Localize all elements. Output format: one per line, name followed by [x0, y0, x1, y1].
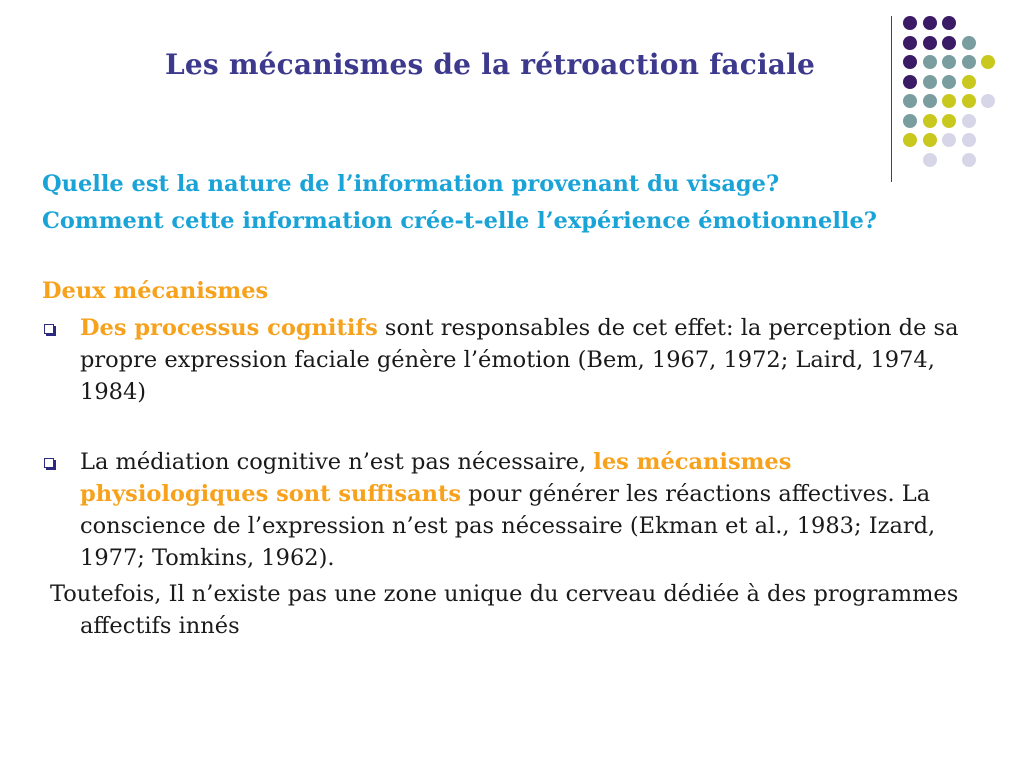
bullet-item-2: [42, 446, 972, 574]
decorative-dot: [962, 55, 976, 69]
slide-body: [42, 168, 972, 642]
decorative-dot: [962, 94, 976, 108]
section-heading: Deux mécanismes: [42, 278, 269, 304]
decorative-dot: [942, 114, 956, 128]
spacer: [42, 408, 972, 446]
decorative-dot: [903, 94, 917, 108]
question-2: Comment cette information crée-t-elle l’expérience émotionnelle?: [42, 208, 877, 234]
decorative-dot: [923, 114, 937, 128]
decorative-dot: [923, 133, 937, 147]
slide-title: Les mécanismes de la rétroaction faciale: [165, 48, 815, 81]
decorative-dot: [942, 94, 956, 108]
decorative-dot: [903, 55, 917, 69]
bullet-1-highlight: Des processus cognitifs: [80, 315, 378, 341]
decorative-dot: [942, 75, 956, 89]
decorative-dot: [981, 94, 995, 108]
decorative-dot: [903, 75, 917, 89]
decorative-dot: [923, 55, 937, 69]
decorative-dot: [903, 36, 917, 50]
decorative-dot-grid: [900, 14, 1010, 164]
bullet-1-rest: sont responsables de cet effet: la perception de sa propre expression faciale génère l’émotion (Bem, 1967, 1972; Laird, 1974, 1984): [80, 315, 959, 405]
decorative-dot: [962, 36, 976, 50]
decorative-dot: [942, 16, 956, 30]
checkbox-bullet-icon: [44, 458, 54, 468]
decorative-dot: [923, 36, 937, 50]
decorative-dot: [962, 153, 976, 167]
decorative-dot: [923, 16, 937, 30]
decorative-dot: [903, 133, 917, 147]
checkbox-bullet-icon: [44, 324, 54, 334]
bullet-item-1: [42, 312, 972, 408]
bullet-2-rest: pour générer les réactions affectives. La conscience de l’expression n’est pas nécessaire (Ekman et al., 1983; Izard, 1977; Tomkins, 1962).: [80, 481, 936, 571]
decorative-dot: [962, 133, 976, 147]
decorative-divider: [891, 16, 892, 182]
decorative-dot: [923, 153, 937, 167]
decorative-dot: [981, 55, 995, 69]
closing-note: Toutefois, Il n’existe pas une zone unique du cerveau dédiée à des programmes affectifs innés: [50, 581, 959, 639]
bullet-2-highlight: les mécanismes physiologiques sont suffisants: [80, 449, 792, 507]
decorative-dot: [903, 16, 917, 30]
decorative-dot: [942, 133, 956, 147]
decorative-dot: [923, 75, 937, 89]
decorative-dot: [903, 114, 917, 128]
decorative-dot: [962, 114, 976, 128]
decorative-dot: [942, 55, 956, 69]
decorative-dot: [962, 75, 976, 89]
bullet-2-lead: La médiation cognitive n’est pas nécessaire,: [80, 449, 594, 475]
decorative-dot: [942, 36, 956, 50]
question-1: Quelle est la nature de l’information provenant du visage?: [42, 171, 780, 197]
decorative-dot: [923, 94, 937, 108]
